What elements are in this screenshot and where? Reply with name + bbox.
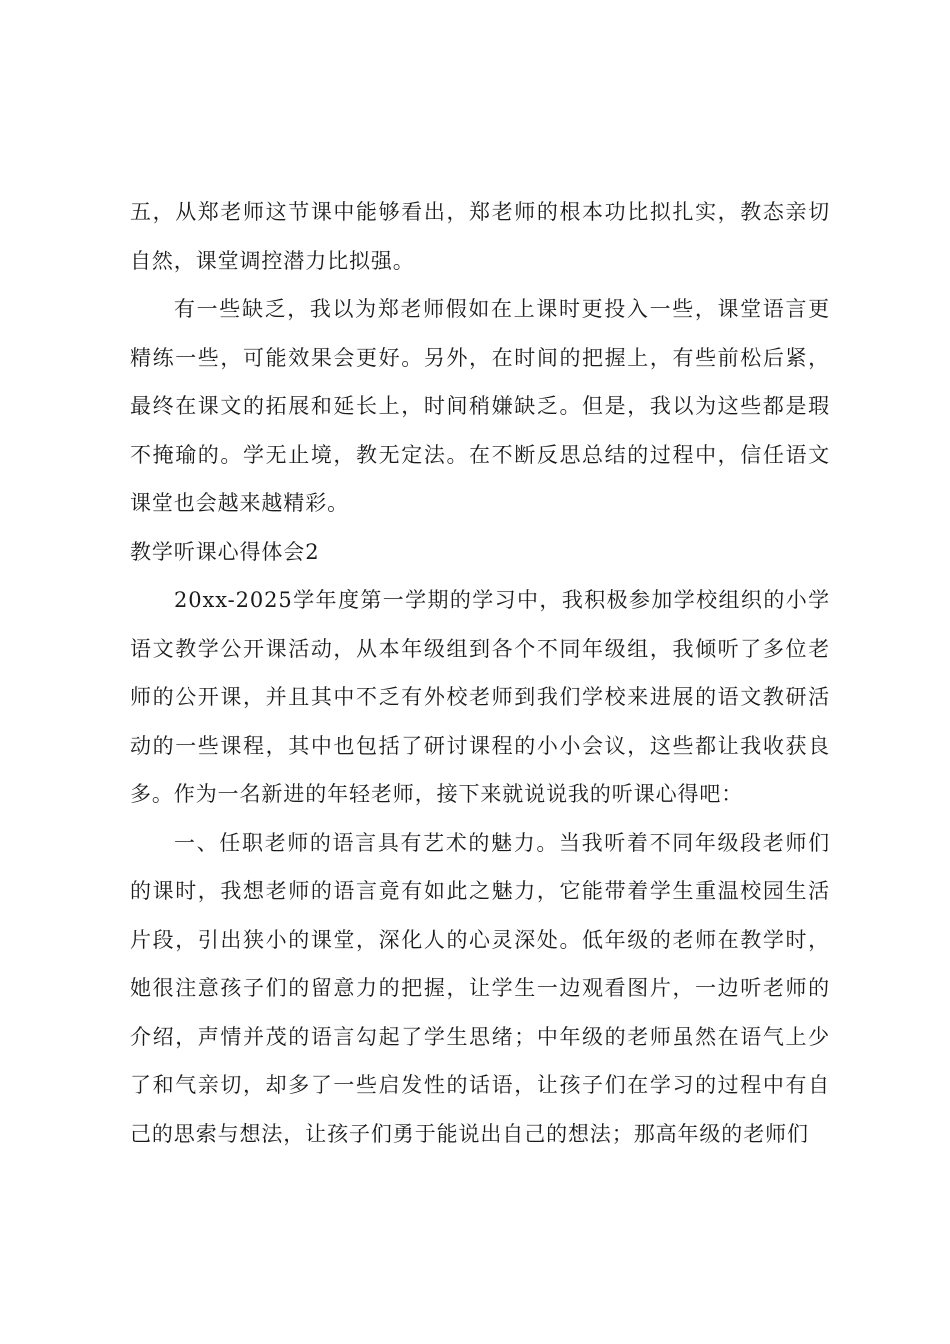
document-body <box>130 188 830 1158</box>
paragraph-continuation: 五，从郑老师这节课中能够看出，郑老师的根本功比拟扎实，教态亲切自然，课堂调控潜力比拟强。 <box>130 200 830 273</box>
paragraph-shortcomings: 有一些缺乏，我以为郑老师假如在上课时更投入一些，课堂语言更精练一些，可能效果会更好。另外，在时间的把握上，有些前松后紧，最终在课文的拓展和延长上，时间稍嫌缺乏。但是，我以为这些都是瑕不掩瑜的。学无止境，教无定法。在不断反思总结的过程中，信任语文课堂也会越来越精彩。 <box>130 297 830 515</box>
paragraph-point-one: 一、任职老师的语言具有艺术的魅力。当我听着不同年级段老师们的课时，我想老师的语言竟有如此之魅力，它能带着学生重温校园生活片段，引出狭小的课堂，深化人的心灵深处。低年级的老师在教学时，她很注意孩子们的留意力的把握，让学生一边观看图片，一边听老师的介绍，声情并茂的语言勾起了学生思绪；中年级的老师虽然在语气上少了和气亲切，却多了一些启发性的话语，让孩子们在学习的过程中有自己的思索与想法，让孩子们勇于能说出自己的想法；那高年级的老师们 <box>130 830 830 1146</box>
paragraph-intro: 20xx-2025学年度第一学期的学习中，我积极参加学校组织的小学语文教学公开课活动，从本年级组到各个不同年级组，我倾听了多位老师的公开课，并且其中不乏有外校老师到我们学校来进展的语文教研活动的一些课程，其中也包括了研讨课程的小小会议，这些都让我收获良多。作为一名新进的年轻老师，接下来就说说我的听课心得吧： <box>130 588 830 806</box>
section-heading: 教学听课心得体会2 <box>130 539 320 564</box>
